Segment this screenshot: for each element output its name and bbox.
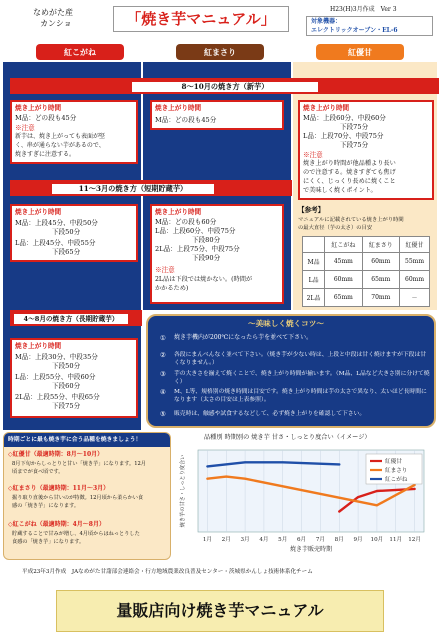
legend-label: 紅まさり (385, 468, 408, 474)
legend-label: 紅優甘 (385, 459, 402, 465)
box1-note-2: く、串が通らない芋があるので、 (15, 142, 105, 149)
box3-line1: M品：上段60分、中段60分 (303, 114, 386, 122)
table-cell: M品 (303, 253, 325, 271)
table-row (303, 271, 430, 289)
banner-text: 量販店向け焼き芋マニュアル (116, 601, 324, 620)
tips-panel (146, 314, 436, 428)
box5-note-heading: ※注意 (155, 266, 175, 274)
x-tick-label: 4月 (259, 537, 269, 543)
table-cell: 2L品 (303, 289, 325, 307)
box5-line1: M品：どの段も60分 (155, 218, 217, 226)
page-title: 「焼き芋マニュアル」 (113, 6, 289, 32)
box3-note-1: 焼き上がり時間が他品種より長い (303, 160, 396, 167)
table-row (303, 253, 430, 271)
box3-line2: 下段75分 (340, 123, 369, 131)
box5-line3: 下段80分 (192, 236, 221, 244)
tip-text: 各段にまんべんなく並べて下さい。（焼き芋が少ない時は、上段と中段は甘く焼けますが下段は甘くなりません。） (174, 352, 427, 366)
reference-desc-2: の最大直径（芋の太さ）の目安 (298, 225, 373, 231)
season-beni-masari-line2: 感の「焼き芋」になります。 (12, 503, 80, 509)
box1-line1: M品：どの段も45分 (15, 114, 77, 122)
table-cell: 65mm (325, 289, 362, 307)
box5-heading: 焼き上がり時間 (155, 208, 202, 216)
box-beni-masari-short (150, 204, 284, 304)
box-beni-yuka-new (298, 100, 434, 200)
season-beni-masari-heading: ◇紅まさり（最適時期：11月～3月） (8, 485, 110, 492)
box3-line3: L品：上段70分、中段75分 (303, 132, 384, 140)
box6-line2: 下段50分 (52, 362, 81, 370)
table-cell: 60mm (400, 271, 430, 289)
x-tick-label: 6月 (297, 537, 307, 543)
reference-desc-1: マニュアルに記載されている焼き上がり時間 (298, 217, 404, 223)
origin-line-1: なめがた産 (33, 8, 73, 17)
box6-heading: 焼き上がり時間 (15, 342, 62, 350)
table-cell: 70mm (362, 289, 399, 307)
table-cell (303, 237, 325, 253)
season-beni-kogane-line1: 貯蔵することで甘みが増し、4月頃からはねっとりした (12, 531, 140, 537)
variety-header-beni-masari: 紅まさり (176, 44, 264, 60)
chart-panel (176, 432, 436, 562)
reference-title: 【参考】 (298, 206, 325, 214)
table-cell: 45mm (325, 253, 362, 271)
table-cell: 65mm (362, 271, 399, 289)
x-axis-label: 焼き芋販売時期 (289, 546, 333, 553)
table-cell: － (400, 289, 430, 307)
season-beni-yuka-heading: ◇紅優甘（最適時期：8月～10月） (8, 451, 104, 458)
tip-number: ⑤ (160, 410, 166, 418)
box4-heading: 焼き上がり時間 (15, 208, 62, 216)
x-tick-label: 12月 (408, 537, 421, 543)
variety-header-beni-yuka: 紅優甘 (316, 44, 404, 60)
legend-label: 紅こがね (385, 477, 408, 483)
box3-note-heading: ※注意 (303, 151, 323, 159)
season-beni-masari-line1: 掘り取り直後から甘いのが特徴。12月頃から柔らかい食 (12, 495, 144, 501)
tip-text: 芋の大きさを揃えて焼くことで、焼き上がり時間が揃います。（M品、L品など大きさ別に分けて焼く） (174, 371, 430, 385)
x-tick-label: 1月 (202, 537, 212, 543)
season-beni-yuka-line2: 頃までが食べ頃です。 (12, 469, 64, 475)
tip-text: 販売時は、触感や試食するなどして、必ず焼き上がりを確認して下さい。 (174, 411, 366, 417)
chart-svg (176, 444, 436, 560)
tip-number: ④ (160, 388, 166, 396)
table-cell: 紅まさり (362, 237, 399, 253)
box1-note-heading: ※注意 (15, 124, 35, 132)
target-device: エレクトリックオーブン・EL-6 (311, 27, 398, 34)
box4-line1: M品：上段45分、中段50分 (15, 219, 98, 227)
box6-line6: 下段75分 (52, 402, 81, 410)
box6-line5: 2L品：上段55分、中段65分 (15, 393, 100, 401)
table-cell: L品 (303, 271, 325, 289)
box1-heading: 焼き上がり時間 (15, 104, 62, 112)
table-cell: 55mm (400, 253, 430, 271)
box6-line1: M品：上段30分、中段35分 (15, 353, 98, 361)
x-tick-label: 10月 (370, 537, 384, 543)
box1-note-1: 新芋は、焼き上がっても表面が堅 (15, 133, 106, 140)
box2-heading: 焼き上がり時間 (155, 104, 202, 112)
x-tick-label: 11月 (389, 537, 403, 543)
footer-credit: 平成23年3月作成 JAなめがた甘藷部会連絡会・行方地域農業改良普及センター・茨城県かんしょ技術体系化チーム (22, 569, 313, 575)
box-beni-kogane-long (10, 338, 138, 418)
version-label: H23(H)3月作成 Ver 3 (330, 6, 397, 13)
tip-number: ③ (160, 370, 166, 378)
target-label: 対象機器： (311, 18, 342, 25)
tips-title: ～美味しく焼くコツ～ (248, 319, 324, 328)
section-title-oct-dec: 8～10月の焼き方（新芋） (130, 80, 320, 94)
season-beni-yuka-line1: 8月下旬からしっとりと甘い「焼き芋」になります。12月 (12, 461, 146, 467)
season-panel (3, 432, 171, 560)
reference-table (302, 236, 430, 307)
box5-line5: 下段90分 (192, 254, 221, 262)
box3-line4: 下段75分 (340, 141, 369, 149)
x-tick-label: 7月 (315, 537, 325, 543)
box2-line1: M品：どの段も45分 (155, 116, 217, 124)
table-cell: 紅優甘 (400, 237, 430, 253)
box-beni-kogane-short (10, 204, 138, 262)
box6-line3: L品：上段55分、中段60分 (15, 373, 96, 381)
box3-note-3: にくく、じっくり長めに焼くこと (303, 178, 396, 185)
bottom-banner (56, 590, 384, 632)
box5-line2: L品：上段60分、中段75分 (155, 227, 236, 235)
tip-text: M、L等、規格別の焼き時間は目安です。焼き上がり時間は芋の太さで異なり、太いほど長時間になります（太さの目安は上表参照）。 (174, 389, 427, 403)
x-tick-label: 9月 (353, 537, 363, 543)
variety-header-beni-kogane: 紅こがね (36, 44, 124, 60)
x-tick-label: 2月 (221, 537, 231, 543)
target-device-box (306, 16, 433, 36)
x-tick-label: 3月 (240, 537, 250, 543)
box5-note-2: かかるため) (155, 285, 189, 292)
x-tick-label: 5月 (278, 537, 288, 543)
reference-panel (296, 206, 436, 310)
season-panel-title: 時期ごとに最も焼き芋に合う品種を焼きましょう！ (8, 437, 142, 443)
y-axis-label: 焼き芋の甘さ・しっとり度合い (180, 454, 186, 528)
box6-line4: 下段60分 (52, 382, 81, 390)
season-beni-kogane-line2: 食感の「焼き芋」になります。 (12, 539, 85, 545)
season-beni-kogane-heading: ◇紅こがね（最適時期：4月～8月） (8, 521, 105, 528)
box-beni-kogane-new (10, 100, 138, 164)
box-beni-masari-new (150, 100, 284, 130)
x-tick-label: 8月 (334, 537, 344, 543)
origin-line-2: カンショ (40, 19, 72, 28)
section-title-nov-mar: 11～3月の焼き方（短期貯蔵芋） (50, 182, 216, 196)
box1-note-3: 焼きすぎに注意する。 (15, 151, 76, 158)
table-cell: 60mm (362, 253, 399, 271)
box4-line4: 下段65分 (52, 248, 81, 256)
chart-title: 品種別 時期別の 焼き芋 甘さ・しっとり度合い（イメージ） (204, 434, 371, 441)
table-cell: 紅こがね (325, 237, 362, 253)
box5-note-1: 2L品は下段では焼かない。(時間が (155, 276, 253, 283)
tip-number: ② (160, 351, 166, 359)
table-cell: 60mm (325, 271, 362, 289)
table-header-row (303, 237, 430, 253)
box3-heading: 焼き上がり時間 (303, 104, 350, 112)
header (0, 0, 439, 38)
table-row (303, 289, 430, 307)
box5-line4: 2L品：上段75分、中段75分 (155, 245, 240, 253)
section-title-apr-aug: 4～8月の焼き方（長期貯蔵芋） (12, 312, 130, 326)
tip-text: 焼き芋機内が200℃になったら芋を並べて下さい。 (174, 334, 313, 341)
box3-note-4: で美味しく焼くポイント。 (303, 187, 377, 194)
tip-number: ① (160, 334, 166, 342)
box4-line3: L品：上段45分、中段55分 (15, 239, 96, 247)
box3-note-2: ので注意する。焼きすぎても焦げ (303, 169, 396, 176)
box4-line2: 下段50分 (52, 228, 81, 236)
